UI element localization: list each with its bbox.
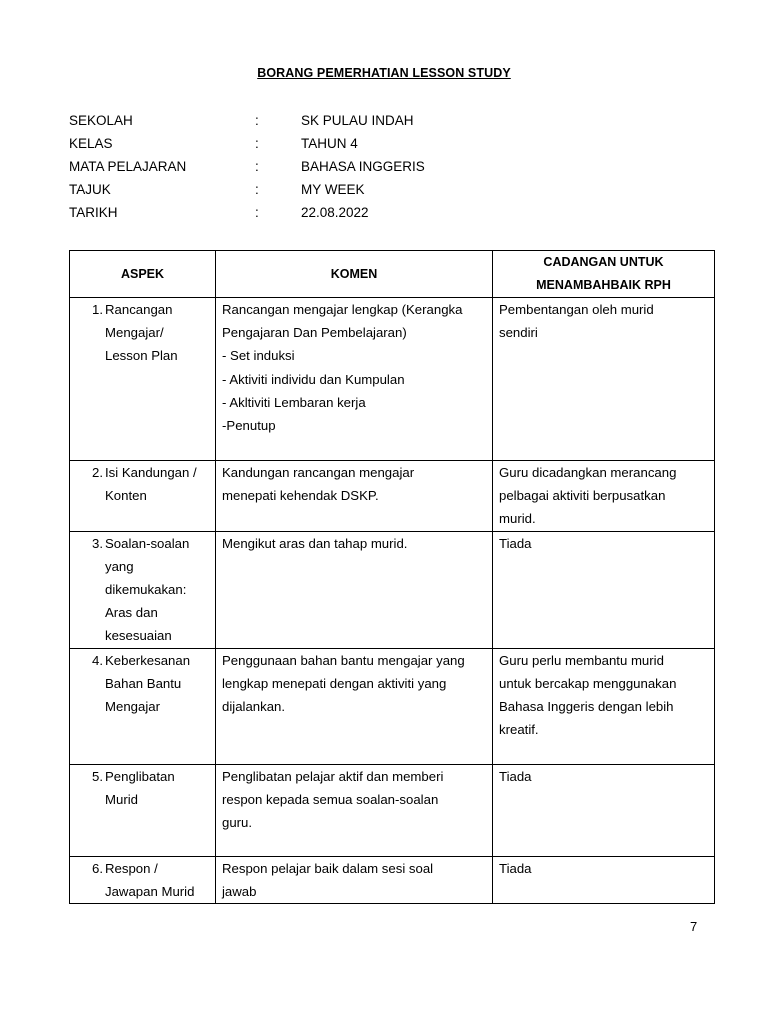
table-row — [70, 461, 715, 532]
aspek-cell — [70, 461, 216, 532]
aspek-line: Penglibatan — [105, 768, 175, 784]
komen-line: jawab — [222, 883, 257, 899]
row-number: 1. — [92, 302, 103, 317]
table-row — [70, 764, 715, 856]
komen-cell — [216, 764, 493, 856]
aspek-cell — [70, 764, 216, 856]
row-number: 6. — [92, 860, 103, 876]
row-number: 2. — [92, 465, 103, 480]
komen-line: respon kepada semua soalan-soalan — [222, 791, 439, 807]
info-colon: : — [255, 113, 259, 128]
info-value: BAHASA INGGERIS — [301, 159, 425, 174]
info-value: 22.08.2022 — [301, 205, 369, 220]
header-cadangan-line1: CADANGAN UNTUK — [543, 255, 664, 269]
cadangan-line: Guru dicadangkan merancang — [499, 465, 677, 480]
table-row — [70, 856, 715, 903]
info-value: MY WEEK — [301, 182, 365, 197]
row-number: 4. — [92, 652, 103, 668]
aspek-line: Rancangan — [105, 302, 173, 317]
aspek-line: Konten — [105, 488, 147, 504]
info-label: TARIKH — [69, 205, 118, 220]
cadangan-cell — [493, 461, 715, 532]
aspek-line: Keberkesanan — [105, 652, 191, 668]
aspek-line: Mengajar/ — [105, 325, 164, 341]
table-header-row — [70, 251, 715, 298]
info-value: TAHUN 4 — [301, 136, 358, 151]
header-cadangan — [493, 251, 715, 298]
aspek-cell — [70, 856, 216, 903]
info-row-tarikh — [69, 201, 425, 224]
table-row — [70, 531, 715, 648]
info-row-sekolah — [69, 109, 425, 132]
cadangan-line: Tiada — [499, 860, 532, 876]
header-komen: KOMEN — [216, 251, 493, 298]
cadangan-line: Tiada — [499, 535, 532, 551]
page-number: 7 — [690, 919, 698, 934]
komen-line: - Akltiviti Lembaran kerja — [222, 394, 366, 410]
header-cadangan-line2: MENAMBAHBAIK RPH — [536, 278, 671, 292]
cadangan-line: kreatif. — [499, 722, 539, 738]
aspek-line: Jawapan Murid — [105, 883, 195, 899]
row-number: 3. — [92, 535, 103, 551]
aspek-line: Bahan Bantu — [105, 675, 182, 691]
table-row — [70, 298, 715, 461]
komen-line: Penggunaan bahan bantu mengajar yang — [222, 652, 465, 668]
cadangan-line: sendiri — [499, 325, 538, 341]
komen-cell — [216, 531, 493, 648]
info-colon: : — [255, 205, 259, 220]
komen-cell — [216, 298, 493, 461]
info-label: SEKOLAH — [69, 113, 133, 128]
info-label: MATA PELAJARAN — [69, 159, 187, 174]
komen-line: Mengikut aras dan tahap murid. — [222, 535, 408, 551]
info-colon: : — [255, 159, 259, 174]
komen-cell — [216, 856, 493, 903]
aspek-line: yang — [105, 558, 134, 574]
komen-line: - Set induksi — [222, 348, 295, 364]
komen-line: -Penutup — [222, 418, 276, 434]
cadangan-line: pelbagai aktiviti berpusatkan — [499, 488, 666, 504]
cadangan-line: Bahasa Inggeris dengan lebih — [499, 699, 674, 715]
cadangan-cell — [493, 648, 715, 764]
komen-line: Kandungan rancangan mengajar — [222, 465, 415, 480]
info-row-tajuk — [69, 178, 425, 201]
cadangan-cell — [493, 298, 715, 461]
info-label: KELAS — [69, 136, 113, 151]
cadangan-cell — [493, 856, 715, 903]
table-row — [70, 648, 715, 764]
info-colon: : — [255, 182, 259, 197]
info-section — [69, 109, 425, 224]
observation-table — [69, 250, 715, 904]
aspek-cell — [70, 531, 216, 648]
cadangan-line: Tiada — [499, 768, 532, 784]
aspek-line: Respon / — [105, 860, 158, 876]
info-label: TAJUK — [69, 182, 111, 197]
aspek-line: Lesson Plan — [105, 348, 178, 364]
komen-line: menepati kehendak DSKP. — [222, 488, 379, 504]
aspek-cell — [70, 298, 216, 461]
info-row-kelas — [69, 132, 425, 155]
komen-line: guru. — [222, 815, 253, 831]
komen-cell — [216, 648, 493, 764]
cadangan-line: untuk bercakap menggunakan — [499, 675, 677, 691]
aspek-line: Isi Kandungan / — [105, 465, 197, 480]
komen-line: lengkap menepati dengan aktiviti yang — [222, 675, 447, 691]
aspek-cell — [70, 648, 216, 764]
aspek-line: Mengajar — [105, 699, 160, 715]
aspek-line: dikemukakan: — [105, 582, 187, 598]
header-aspek: ASPEK — [70, 251, 216, 298]
cadangan-cell — [493, 764, 715, 856]
form-title: BORANG PEMERHATIAN LESSON STUDY — [257, 66, 511, 80]
komen-line: dijalankan. — [222, 699, 286, 715]
info-row-mata-pelajaran — [69, 155, 425, 178]
cadangan-cell — [493, 531, 715, 648]
cadangan-line: Guru perlu membantu murid — [499, 652, 664, 668]
komen-line: Pengajaran Dan Pembelajaran) — [222, 325, 407, 341]
aspek-line: Murid — [105, 791, 138, 807]
info-colon: : — [255, 136, 259, 151]
komen-line: Rancangan mengajar lengkap (Kerangka — [222, 302, 463, 317]
row-number: 5. — [92, 768, 103, 784]
komen-line: Respon pelajar baik dalam sesi soal — [222, 860, 434, 876]
aspek-line: Soalan-soalan — [105, 535, 190, 551]
aspek-line: kesesuaian — [105, 628, 172, 644]
komen-line: - Aktiviti individu dan Kumpulan — [222, 371, 405, 387]
cadangan-line: murid. — [499, 511, 536, 527]
komen-line: Penglibatan pelajar aktif dan memberi — [222, 768, 444, 784]
cadangan-line: Pembentangan oleh murid — [499, 302, 654, 317]
aspek-line: Aras dan — [105, 605, 158, 621]
info-value: SK PULAU INDAH — [301, 113, 414, 128]
komen-cell — [216, 461, 493, 532]
